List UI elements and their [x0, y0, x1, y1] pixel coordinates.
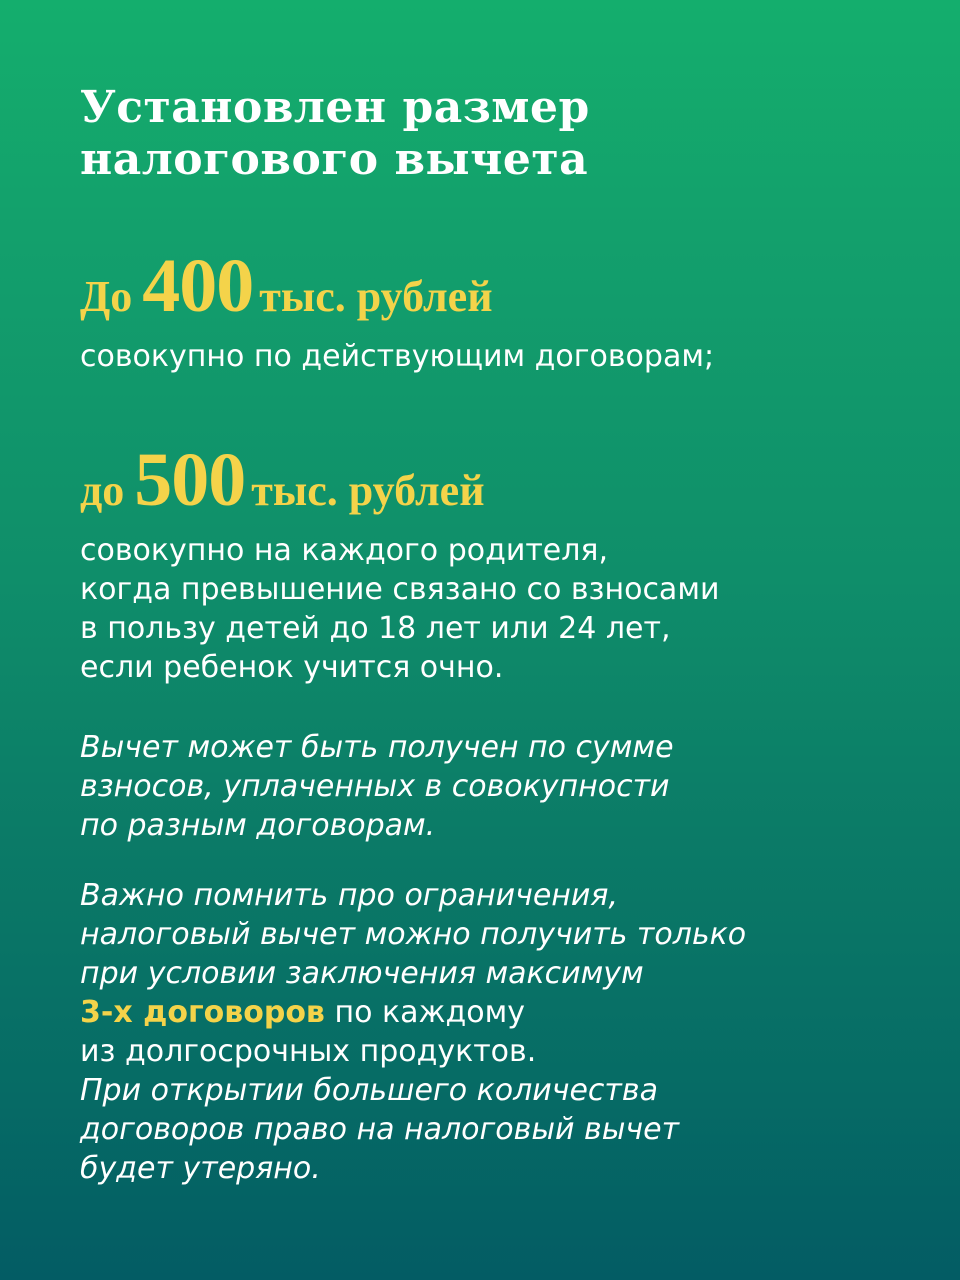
limit-prefix: До — [80, 272, 133, 321]
limit-amount: 500 — [134, 438, 246, 522]
limit-unit: тыс. рублей — [251, 466, 485, 515]
description-line: совокупно по действующим договорам; — [80, 339, 715, 374]
description-line: совокупно на каждого родителя, — [80, 533, 609, 568]
note-line: по разным договорам. — [80, 808, 436, 843]
description-line: когда превышение связано со взносами — [80, 572, 720, 607]
limit-unit: тыс. рублей — [259, 272, 493, 321]
limit-prefix: до — [80, 466, 125, 515]
limit-500-description — [80, 531, 719, 687]
contracts-limit-highlight: 3-х договоров — [80, 995, 325, 1030]
limitations-warning — [80, 876, 746, 1188]
title-line: налогового вычета — [80, 134, 589, 185]
note-line: Вычет может быть получен по сумме — [80, 730, 674, 765]
limit-500-heading — [80, 438, 485, 522]
deduction-note — [80, 728, 674, 845]
title-line: Установлен размер — [80, 82, 590, 133]
highlight-tail: по каждому — [324, 995, 525, 1030]
description-line: в пользу детей до 18 лет или 24 лет, — [80, 611, 671, 646]
warning-line: При открытии большего количества — [80, 1073, 658, 1108]
warning-line: из долгосрочных продуктов. — [80, 1034, 537, 1069]
page-title — [80, 82, 590, 186]
warning-line: налоговый вычет можно получить только — [80, 917, 747, 952]
warning-line: при условии заключения максимум — [80, 956, 644, 991]
warning-line-highlighted — [80, 993, 746, 1032]
description-line: если ребенок учится очно. — [80, 650, 504, 685]
limit-400-heading — [80, 244, 493, 328]
note-line: взносов, уплаченных в совокупности — [80, 769, 670, 804]
warning-line: договоров право на налоговый вычет — [80, 1112, 680, 1147]
warning-line: Важно помнить про ограничения, — [80, 878, 618, 913]
warning-line: будет утеряно. — [80, 1151, 321, 1186]
limit-amount: 400 — [142, 244, 254, 328]
limit-400-description — [80, 337, 714, 376]
